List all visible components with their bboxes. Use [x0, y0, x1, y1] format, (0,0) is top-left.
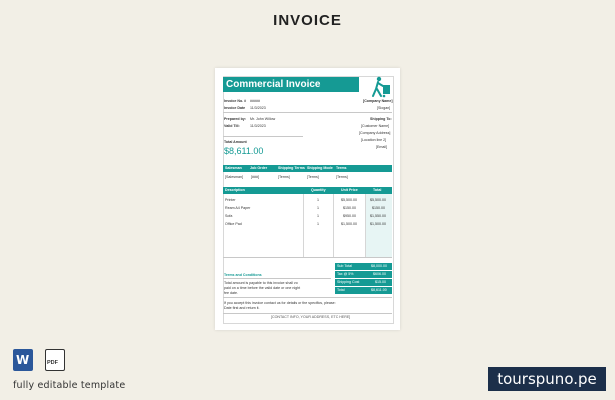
- shipping-value-salesman: [Salesman]: [225, 175, 243, 179]
- editable-caption: fully editable template: [13, 380, 126, 391]
- grand-total-row: [335, 287, 392, 294]
- page-title: INVOICE: [273, 12, 342, 29]
- pdf-document-icon: PDF: [45, 349, 65, 371]
- shipping-header-salesman: Salesman: [225, 166, 242, 171]
- item-description: Sofa: [225, 214, 233, 218]
- item-total: $1,550.00: [370, 214, 386, 218]
- divider: [223, 313, 392, 314]
- note-1: If you accept this invoice contact us for details or the specifics, please:: [224, 301, 336, 305]
- item-quantity: 1: [317, 222, 319, 226]
- divider: [365, 194, 366, 257]
- shipping-header-job: Job Order: [250, 166, 268, 171]
- invoice-date: 11/3/2023: [250, 106, 266, 110]
- total-amount-label: Total Amount: [224, 140, 247, 144]
- grand-total-value: $8,611.00: [371, 288, 387, 293]
- invoice-no-label: Invoice No. #: [224, 99, 247, 103]
- company-address: [Company Address]: [359, 131, 391, 135]
- subtotal-row: [335, 263, 392, 270]
- shipping-cost-label: Shipping Cost: [337, 280, 360, 285]
- grand-total-label: Total: [337, 288, 345, 293]
- customer-name: [Customer Name]: [361, 124, 390, 128]
- word-document-icon: W: [13, 349, 33, 371]
- shipping-header-payment: Terms: [336, 166, 347, 171]
- item-total: $1,500.00: [370, 222, 386, 226]
- divider: [223, 278, 331, 279]
- total-amount: $8,611.00: [224, 146, 264, 156]
- divider: [223, 257, 392, 258]
- shipping-value-mode: [Terms]: [307, 175, 319, 179]
- subtotal-label: Sub Total: [337, 264, 352, 269]
- items-header-total: Total: [373, 188, 382, 193]
- invoice-sheet: [215, 68, 400, 330]
- terms-text-3: fee date.: [224, 291, 238, 295]
- prepared-by: Mr. John Willow: [250, 117, 276, 121]
- item-description: Printer: [225, 198, 236, 202]
- shipping-to-label: Shipping To:: [370, 117, 392, 121]
- item-unit-price: $950.00: [343, 214, 356, 218]
- valid-till: 11/3/2023: [250, 124, 266, 128]
- valid-till-label: Valid Till:: [224, 124, 240, 128]
- shipping-value-terms: [Terms]: [278, 175, 290, 179]
- shipping-header-mode: Shipping Mode: [307, 166, 333, 171]
- items-header-quantity: Quantity: [311, 188, 326, 193]
- divider: [333, 194, 334, 257]
- items-header-description: Description: [225, 188, 245, 193]
- item-unit-price: $5,500.00: [341, 198, 357, 202]
- terms-text-1: Total amount is payable to this invoice shall vo: [224, 281, 298, 285]
- delivery-person-logo-icon: [369, 76, 393, 98]
- items-header-row: [223, 187, 392, 194]
- email: [Email]: [376, 145, 387, 149]
- slogan: [Slogan]: [377, 106, 391, 110]
- terms-label: Terms and Conditions: [224, 273, 262, 277]
- divider: [223, 112, 392, 113]
- shipping-value-payment: [Terms]: [336, 175, 348, 179]
- shipping-cost-value: $15.00: [375, 280, 386, 285]
- tax-value: $606.00: [373, 272, 386, 277]
- divider: [223, 136, 303, 137]
- item-description: Office Pad: [225, 222, 242, 226]
- location: [Location line 2]: [361, 138, 387, 142]
- tax-row: [335, 271, 392, 278]
- footer-contact: [CONTACT INFO, YOUR ADDRESS, ETC HERE]: [271, 315, 351, 319]
- item-unit-price: $150.00: [343, 206, 356, 210]
- item-description: Ream A4 Paper: [225, 206, 251, 210]
- prepared-by-label: Prepared by:: [224, 117, 246, 121]
- note-2: Date first and return it.: [224, 306, 260, 310]
- divider: [223, 297, 392, 298]
- item-total: $5,500.00: [370, 198, 386, 202]
- shipping-header-terms: Shipping Terms: [278, 166, 305, 171]
- item-quantity: 1: [317, 214, 319, 218]
- item-total: $150.00: [372, 206, 385, 210]
- brand-badge[interactable]: tourspuno.pe: [488, 367, 606, 391]
- item-quantity: 1: [317, 198, 319, 202]
- terms-text-2: paid on a time before the valid date or one night: [224, 286, 301, 290]
- company-name: [Company Name]: [363, 99, 393, 103]
- divider: [303, 194, 304, 257]
- shipping-header-row: [223, 165, 392, 172]
- items-header-unit-price: Unit Price: [341, 188, 358, 193]
- shipping-cost-row: [335, 279, 392, 286]
- tax-label: Tax @ 5%: [337, 272, 354, 277]
- shipping-value-job: [###]: [251, 175, 259, 179]
- item-unit-price: $1,500.00: [341, 222, 357, 226]
- subtotal-value: $8,000.00: [371, 264, 387, 269]
- invoice-date-label: Invoice Date: [224, 106, 246, 110]
- invoice-title: Commercial Invoice: [223, 77, 359, 92]
- invoice-no: #####: [250, 99, 260, 103]
- item-quantity: 1: [317, 206, 319, 210]
